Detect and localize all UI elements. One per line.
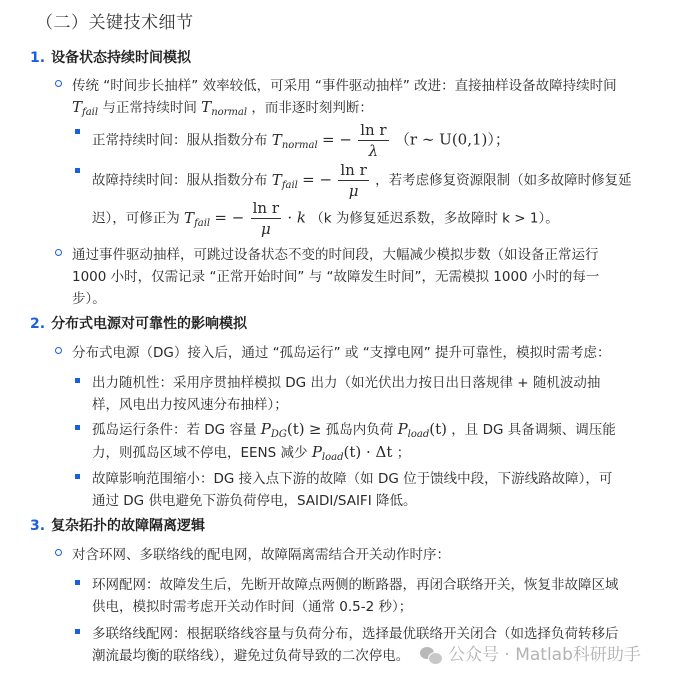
- paragraph-line: 对含环网、多联络线的配电网，故障隔离需结合开关动作时序：: [72, 547, 450, 563]
- circle-bullet-icon: [55, 347, 62, 354]
- circle-bullet-icon: [55, 249, 62, 256]
- wechat-icon: [420, 646, 442, 664]
- square-bullet-icon: [75, 580, 80, 585]
- heading-number: 1.: [30, 50, 46, 66]
- paragraph-line: $T_{fail}$ 与正常持续时间 $T_{normal}$ ，而非逐时刻判断：: [72, 98, 373, 118]
- square-bullet-icon: [75, 168, 80, 173]
- paragraph-line: 出力随机性：采用序贯抽样模拟 DG 出力（如光伏出力按日出日落规律 + 随机波动抽: [92, 375, 601, 391]
- paragraph-line: 传统 “时间步长抽样” 效率较低，可采用 “事件驱动抽样” 改进：直接抽样设备故障持续时间: [72, 78, 617, 94]
- formula-fail: 故障持续时间：服从指数分布 $T_{fail}$ = − $\frac{\text{ln r}}{\mu}$ ，若考虑修复资源限制（如多故障时修复延: [92, 161, 632, 200]
- paragraph-line: 1000 小时，仅需记录 “正常开始时间” 与 “故障发生时间”，无需模拟 1000 小时的每一: [72, 269, 600, 285]
- section-title: （二）关键技术细节: [36, 13, 194, 33]
- circle-bullet-icon: [55, 549, 62, 556]
- square-bullet-icon: [75, 629, 80, 634]
- square-bullet-icon: [75, 425, 80, 430]
- formula-fail-corrected: 迟），可修正为 $T_{fail}$ = − $\frac{\text{ln r}}{\mu}$ · k （k 为修复延迟系数，多故障时 k > 1）。: [92, 199, 559, 238]
- heading-1: [30, 47, 191, 67]
- paragraph-line: 分布式电源（DG）接入后，通过 “孤岛运行” 或 “支撑电网” 提升可靠性，模拟时需考虑：: [72, 345, 611, 361]
- formula-eens: 力，则孤岛区域不停电，EENS 减少 $P_{load}(t) \cdot \Delta t$ ；: [92, 443, 411, 463]
- heading-3: 3. 复杂拓扑的故障隔离逻辑: [30, 518, 206, 534]
- paragraph-line: 通过 DG 供电避免下游负荷停电，SAIDI/SAIFI 降低。: [92, 493, 417, 509]
- square-bullet-icon: [75, 474, 80, 479]
- paragraph-line: 多联络线配网：根据联络线容量与负荷分布，选择最优联络开关闭合（如选择负荷转移后: [92, 626, 619, 642]
- watermark-text: 公众号 · Matlab科研助手: [448, 645, 641, 665]
- paragraph-line: 潮流最均衡的联络线），避免过负荷导致的二次停电。: [92, 648, 410, 664]
- paragraph-line: 步）。: [72, 291, 106, 307]
- math-T: $T_{fail}$: [72, 98, 99, 118]
- formula-island: 孤岛运行条件：若 DG 容量 $P_{DG}(t)$ ≥ 孤岛内负荷 $P_{load}(t)$ ，且 DG 具备调频、调压能: [92, 420, 616, 440]
- heading-2: 2. 分布式电源对可靠性的影响模拟: [30, 316, 248, 332]
- paragraph-line: 供电，模拟时需考虑开关动作时间（通常 0.5-2 秒）；: [92, 599, 413, 615]
- paragraph-line: 故障影响范围缩小：DG 接入点下游的故障（如 DG 位于馈线中段，下游线路故障），可: [92, 471, 613, 487]
- heading-text: 设备状态持续时间模拟: [51, 50, 192, 66]
- paragraph-line: 样，风电出力按风速分布抽样）；: [92, 397, 288, 413]
- paragraph-line: 环网配网：故障发生后，先断开故障点两侧的断路器，再闭合联络开关，恢复非故障区域: [92, 577, 619, 593]
- watermark: [420, 640, 641, 665]
- formula-normal: 正常持续时间：服从指数分布 $T_{normal}$ = − $\frac{\text{ln r}}{\lambda}$ （r ∼ U(0,1)）；: [92, 121, 510, 160]
- square-bullet-icon: [75, 378, 80, 383]
- paragraph-line: 通过事件驱动抽样，可跳过设备状态不变的时间段，大幅减少模拟步数（如设备正常运行: [72, 247, 599, 263]
- square-bullet-icon: [75, 129, 80, 134]
- circle-bullet-icon: [55, 80, 62, 87]
